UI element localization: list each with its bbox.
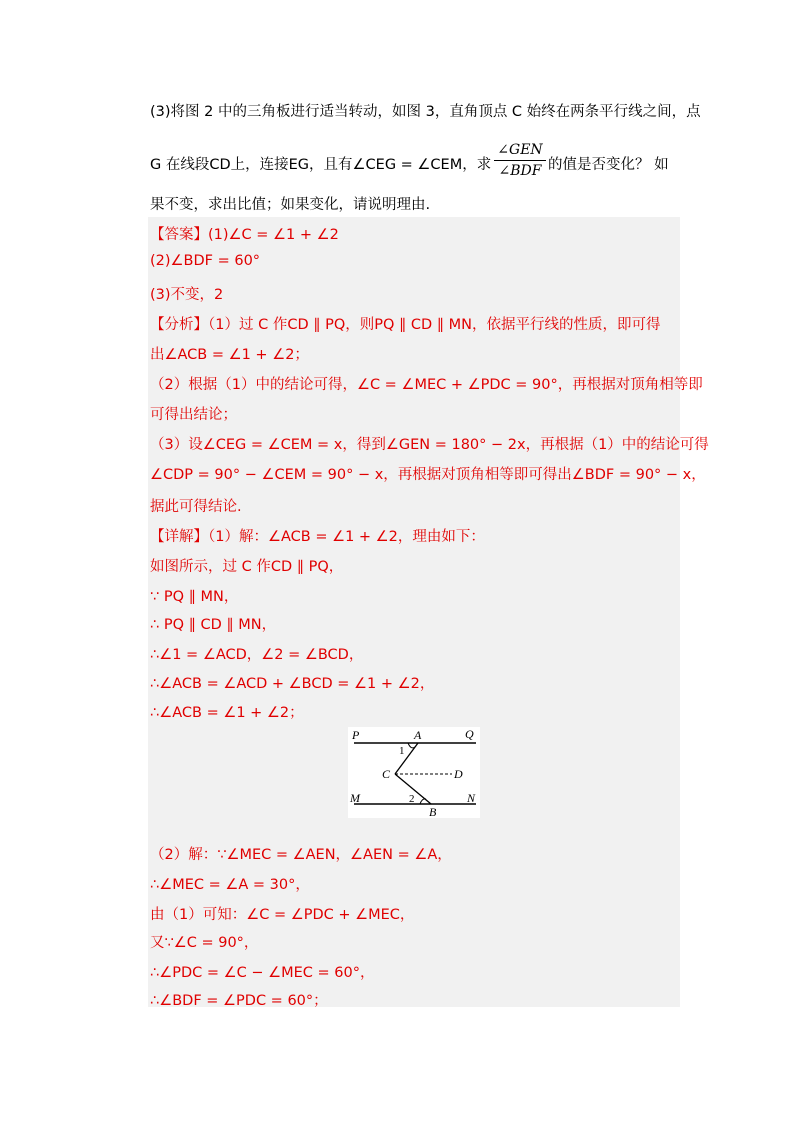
detail-line-4: ∴ PQ ∥ CD ∥ MN， — [150, 617, 277, 633]
answer-3: (3)不变，2 — [150, 287, 224, 303]
analysis-line-6: ∠CDP = 90° − ∠CEM = 90° − x，再根据对顶角相等即可得出∠BDF = 90° − x， — [150, 467, 706, 483]
answer-1: (1)∠C = ∠1 + ∠2 — [208, 227, 339, 243]
fraction-numerator: ∠GEN — [497, 142, 543, 158]
detail-line-7: ∴∠ACB = ∠1 + ∠2； — [150, 705, 304, 721]
analysis-line-3: （2）根据（1）中的结论可得，∠C = ∠MEC + ∠PDC = 90°，再根据对顶角相等即 — [150, 377, 703, 393]
detail-line-8: （2）解：∵∠MEC = ∠AEN，∠AEN = ∠A， — [150, 847, 452, 863]
label-c: C — [382, 767, 391, 781]
analysis-line-7: 据此可得结论. — [150, 499, 242, 515]
detail-line-9: ∴∠MEC = ∠A = 30°， — [150, 877, 310, 893]
analysis-line-1: 【分析】（1）过 C 作CD ∥ PQ，则PQ ∥ CD ∥ MN，依据平行线的性质，即可得 — [150, 317, 661, 333]
analysis-line-4: 可得出结论； — [150, 407, 237, 423]
figure-svg — [348, 727, 480, 818]
label-n: N — [467, 791, 476, 805]
answer-line-1 — [150, 223, 339, 244]
angle-1-arc — [408, 743, 415, 748]
label-q: Q — [465, 727, 474, 741]
detail-line-12: ∴∠PDC = ∠C − ∠MEC = 60°， — [150, 965, 375, 981]
detail-line-6: ∴∠ACB = ∠ACD + ∠BCD = ∠1 + ∠2， — [150, 676, 435, 692]
question-line-2a: G 在线段CD上，连接EG，且有∠CEG = ∠CEM，求 — [150, 157, 492, 173]
label-b: B — [429, 805, 437, 818]
detail-line-11: 又∵∠C = 90°， — [150, 935, 259, 951]
label-a: A — [414, 728, 422, 742]
analysis-line-2: 出∠ACB = ∠1 + ∠2； — [150, 347, 309, 363]
detail-line-1: 【详解】（1）解：∠ACB = ∠1 + ∠2，理由如下： — [150, 529, 485, 545]
detail-line-5: ∴∠1 = ∠ACD，∠2 = ∠BCD， — [150, 647, 364, 663]
detail-line-10: 由（1）可知：∠C = ∠PDC + ∠MEC， — [150, 907, 415, 923]
answer-label: 【答案】 — [150, 227, 208, 243]
label-m: M — [350, 791, 360, 805]
parallel-lines-figure — [348, 727, 480, 818]
label-1: 1 — [399, 745, 405, 757]
analysis-line-5: （3）设∠CEG = ∠CEM = x，得到∠GEN = 180° − 2x，再根据（1）中的结论可得 — [150, 437, 709, 453]
label-p: P — [352, 728, 360, 742]
fraction-denominator: ∠BDF — [498, 163, 542, 179]
question-line-2b: 的值是否变化？ 如 — [548, 157, 669, 173]
detail-line-3: ∵ PQ ∥ MN， — [150, 589, 239, 605]
fraction-bar — [494, 160, 546, 161]
detail-line-13: ∴∠BDF = ∠PDC = 60°； — [150, 993, 328, 1009]
answer-2: (2)∠BDF = 60° — [150, 253, 261, 269]
fraction — [494, 142, 546, 179]
question-line-1: (3)将图 2 中的三角板进行适当转动，如图 3，直角顶点 C 始终在两条平行线之间，点 — [150, 104, 701, 120]
label-d: D — [454, 767, 463, 781]
detail-line-2: 如图所示，过 C 作CD ∥ PQ， — [150, 559, 344, 575]
label-2: 2 — [409, 793, 415, 805]
question-line-3: 果不变，求出比值；如果变化，请说明理由. — [150, 197, 431, 213]
